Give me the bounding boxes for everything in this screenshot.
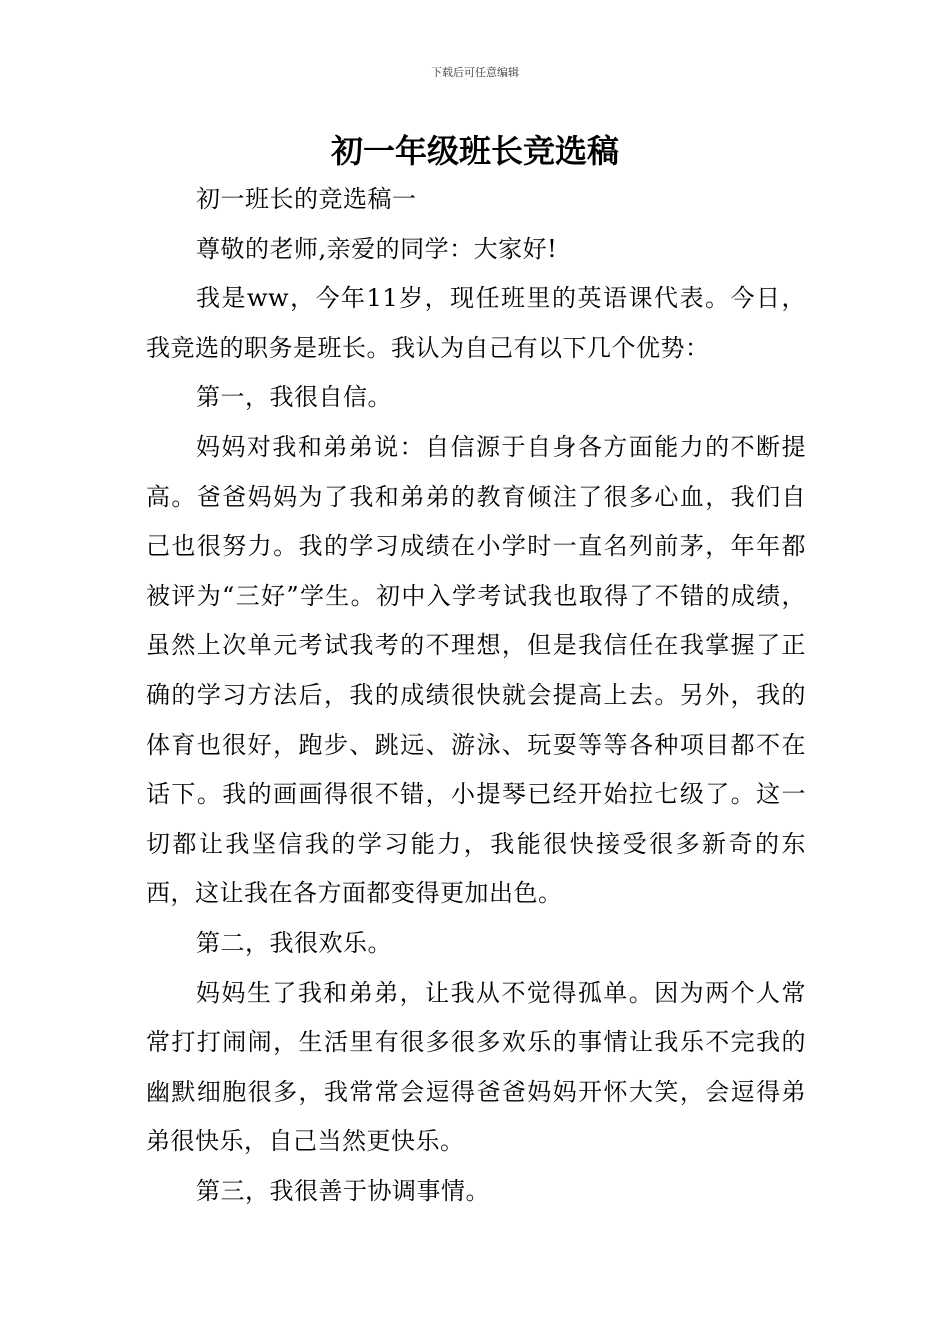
paragraph-point-two-body: 妈妈生了我和弟弟，让我从不觉得孤单。因为两个人常常打打闹闹，生活里有很多很多欢乐的事情让我乐不完我的幽默细胞很多，我常常会逗得爸爸妈妈开怀大笑，会逗得弟弟很快乐，自己当然更快乐。: [146, 978, 806, 1156]
paragraph-point-one-heading: 第一，我很自信。: [196, 383, 392, 412]
header-note: 下载后可任意编辑: [431, 66, 519, 79]
paragraph-greeting: 尊敬的老师,亲爱的同学：大家好!: [196, 234, 558, 263]
paragraph-point-one-body: 妈妈对我和弟弟说：自信源于自身各方面能力的不断提高。爸爸妈妈为了我和弟弟的教育倾注了很多心血，我们自己也很努力。我的学习成绩在小学时一直名列前茅，年年都被评为“三好”学生。初中入学考试我也取得了不错的成绩，虽然上次单元考试我考的不理想，但是我信任在我掌握了正确的学习方法后，我的成绩很快就会提高上去。另外，我的体育也很好，跑步、跳远、游泳、玩耍等等各种项目都不在话下。我的画画得很不错，小提琴已经开始拉七级了。这一切都让我坚信我的学习能力，我能很快接受很多新奇的东西，这让我在各方面都变得更加出色。: [146, 432, 806, 908]
paragraph-intro: 我是ww，今年11岁，现任班里的英语课代表。今日，我竞选的职务是班长。我认为自己有以下几个优势：: [146, 284, 806, 362]
document-title: 初一年级班长竞选稿: [330, 132, 619, 170]
paragraph-point-three-heading: 第三，我很善于协调事情。: [196, 1176, 490, 1205]
document-body: [146, 175, 806, 1216]
paragraph-subtitle: 初一班长的竞选稿一: [196, 185, 417, 213]
paragraph-point-two-heading: 第二，我很欢乐。: [196, 928, 392, 957]
